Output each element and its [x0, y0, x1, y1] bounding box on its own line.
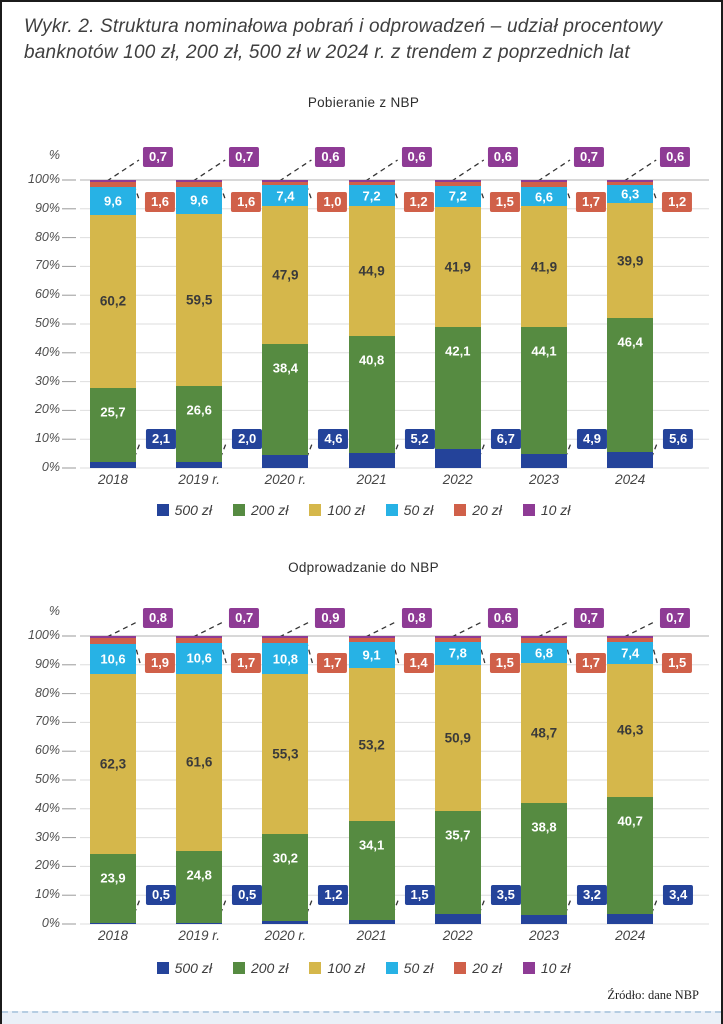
bar-segment-500zł [435, 914, 481, 924]
callout-500zl: 5,2 [405, 429, 435, 449]
bar-segment-200zł [176, 851, 222, 922]
value-label-100: 44,9 [358, 263, 385, 279]
bar-segment-200zł [349, 821, 395, 919]
value-label-100: 48,7 [530, 725, 558, 741]
value-label-100: 55,3 [272, 746, 299, 762]
y-tick-label: 90% [34, 200, 60, 215]
callout-500zl: 4,6 [318, 429, 348, 449]
bar-segment-20zł [435, 638, 481, 642]
value-label-100: 41,9 [530, 259, 558, 275]
value-label-100: 50,9 [444, 730, 471, 746]
y-tick-label: 90% [34, 656, 60, 671]
legend-label: 50 zł [403, 502, 434, 518]
chart1-title: Pobieranie z NBP [307, 95, 420, 110]
bar-segment-10zł [521, 636, 567, 638]
connector-10zl [107, 160, 139, 181]
bar-segment-10zł [176, 180, 222, 182]
callout-20zl: 1,5 [662, 653, 692, 673]
chart-caption: Wykr. 2. Struktura nominałowa pobrań i odprowadzeń – udział procentowy banknotów 100 zł, 200 zł, 500 zł w 2024 r. z trendem z poprzednich lat [24, 16, 663, 64]
bar-segment-20zł [607, 182, 653, 185]
y-tick-label: 30% [34, 373, 60, 388]
callout-20zl: 1,5 [490, 653, 520, 673]
callout-10zl: 0,6 [660, 147, 690, 167]
bar-segment-500zł [262, 455, 308, 468]
connector-10zl [107, 621, 139, 637]
callout-500zl: 6,7 [491, 429, 521, 449]
callout-20zl: 1,6 [231, 192, 261, 212]
value-label-100: 59,5 [186, 292, 213, 308]
callout-20zl: 1,7 [317, 653, 347, 673]
bar-segment-200zł [90, 854, 136, 923]
callout-20zl: 1,4 [404, 653, 434, 673]
y-tick-label: 60% [34, 287, 60, 302]
connector-10zl [366, 621, 398, 637]
value-label-50: 6,3 [621, 186, 640, 202]
bar-segment-20zł [176, 182, 222, 187]
callout-10zl: 0,6 [488, 147, 518, 167]
bar-segment-500zł [262, 921, 308, 924]
bar-segment-10zł [90, 180, 136, 182]
bar-segment-20zł [176, 638, 222, 643]
x-axis-label: 2024 [615, 928, 646, 943]
value-label-200: 38,4 [272, 360, 299, 376]
connector-10zl [279, 621, 311, 637]
x-axis-label: 2022 [442, 472, 473, 487]
connector-10zl [624, 160, 656, 181]
value-label-50: 9,6 [103, 193, 123, 209]
bar-segment-500zł [90, 462, 136, 468]
legend-item [157, 960, 212, 976]
callout-500zl: 3,5 [491, 885, 521, 905]
value-label-200: 35,7 [445, 827, 471, 843]
y-tick-label: 100% [28, 628, 60, 642]
legend-swatch [233, 962, 245, 974]
legend-item [523, 502, 571, 518]
legend-swatch [157, 504, 169, 516]
connector-10zl [452, 160, 484, 181]
callout-10zl: 0,7 [229, 147, 259, 167]
callout-500zl: 4,9 [577, 429, 607, 449]
value-label-50: 10,6 [186, 650, 212, 666]
bar-segment-500zł [349, 920, 395, 924]
bar-segment-10zł [176, 636, 222, 638]
value-label-200: 24,8 [186, 867, 212, 883]
callout-500zl: 0,5 [146, 885, 176, 905]
legend-label: 20 zł [472, 960, 502, 976]
x-axis-label: 2018 [97, 472, 129, 487]
legend-top [2, 502, 723, 518]
legend-swatch [523, 504, 535, 516]
callout-500zl: 1,2 [318, 885, 348, 905]
value-label-100: 39,9 [617, 253, 644, 269]
bar-segment-10zł [521, 180, 567, 182]
page-break-line [2, 1011, 721, 1024]
y-tick-label: 70% [34, 258, 60, 273]
legend-item [386, 960, 434, 976]
value-label-200: 46,4 [617, 334, 643, 350]
bar-segment-20zł [90, 638, 136, 643]
bar-segment-500zł [607, 914, 653, 924]
value-label-100: 46,3 [617, 722, 644, 738]
y-tick-label: 60% [34, 743, 60, 758]
y-tick-label: 40% [34, 800, 60, 815]
source-note: Źródło: dane NBP [607, 988, 699, 1002]
y-tick-label: 10% [34, 887, 60, 902]
value-label-50: 7,8 [448, 645, 467, 661]
bar-segment-10zł [90, 636, 136, 638]
bar-segment-500zł [90, 923, 136, 924]
callout-10zl: 0,6 [488, 608, 518, 628]
bar-segment-200zł [435, 811, 481, 914]
legend-item [454, 502, 502, 518]
bar-segment-20zł [90, 182, 136, 187]
callout-20zl: 1,7 [576, 192, 606, 212]
bar-segment-20zł [262, 638, 308, 643]
value-label-100: 62,3 [99, 756, 127, 772]
bar-segment-10zł [435, 636, 481, 638]
callout-20zl: 1,0 [317, 192, 347, 212]
legend-swatch [386, 962, 398, 974]
legend-swatch [386, 504, 398, 516]
bar-segment-10zł [435, 180, 481, 182]
callout-20zl: 1,2 [662, 192, 692, 212]
x-axis-label: 2018 [97, 928, 129, 943]
y-tick-label: 80% [34, 229, 60, 244]
value-label-100: 61,6 [186, 754, 213, 770]
connector-10zl [193, 621, 225, 637]
value-label-50: 7,4 [621, 645, 640, 661]
callout-500zl: 2,1 [146, 429, 176, 449]
value-label-50: 7,2 [362, 188, 381, 204]
y-tick-label: 0% [41, 460, 60, 474]
value-label-50: 6,6 [534, 189, 554, 205]
value-label-200: 44,1 [531, 343, 557, 359]
value-label-200: 34,1 [358, 837, 385, 853]
callout-10zl: 0,7 [143, 147, 173, 167]
legend-swatch [309, 504, 321, 516]
callout-20zl: 1,9 [145, 653, 175, 673]
bar-segment-10zł [262, 636, 308, 639]
bar-segment-20zł [262, 182, 308, 185]
callout-20zl: 1,7 [231, 653, 261, 673]
callout-10zl: 0,7 [229, 608, 259, 628]
x-axis-label: 2024 [615, 472, 646, 487]
legend-item [233, 502, 288, 518]
bar-segment-10zł [349, 180, 395, 182]
bar-segment-20zł [521, 182, 567, 187]
legend-label: 10 zł [540, 502, 571, 518]
bar-segment-20zł [607, 638, 653, 642]
bar-segment-10zł [349, 636, 395, 638]
connector-10zl [624, 621, 656, 637]
callout-10zl: 0,6 [315, 147, 345, 167]
callout-10zl: 0,8 [402, 608, 432, 628]
callout-10zl: 0,7 [574, 147, 604, 167]
legend-label: 20 zł [472, 502, 502, 518]
callout-10zl: 0,6 [402, 147, 432, 167]
value-label-200: 30,2 [272, 850, 299, 866]
legend-swatch [233, 504, 245, 516]
legend-label: 100 zł [327, 960, 365, 976]
callout-10zl: 0,8 [143, 608, 173, 628]
bar-segment-10zł [262, 180, 308, 182]
legend-item [386, 502, 434, 518]
legend-item [454, 960, 502, 976]
legend-label: 10 zł [540, 960, 571, 976]
bar-segment-500zł [607, 452, 653, 468]
value-label-200: 40,7 [617, 813, 643, 829]
value-label-100: 53,2 [358, 737, 385, 753]
connector-10zl [279, 160, 311, 181]
legend-swatch [309, 962, 321, 974]
x-axis-label: 2019 r. [178, 472, 220, 487]
x-axis-label: 2021 [356, 472, 387, 487]
callout-20zl: 1,6 [145, 192, 175, 212]
value-label-50: 9,6 [190, 192, 209, 208]
value-label-200: 42,1 [445, 343, 471, 359]
x-axis-label: 2020 r. [264, 928, 307, 943]
value-label-200: 26,6 [186, 402, 212, 418]
connector-10zl [366, 160, 398, 181]
legend-swatch [454, 962, 466, 974]
connector-10zl [452, 621, 484, 637]
callout-500zl: 0,5 [232, 885, 262, 905]
value-label-200: 25,7 [100, 404, 126, 420]
y-tick-label: 100% [28, 172, 60, 186]
value-label-200: 40,8 [358, 352, 385, 368]
bar-segment-10zł [607, 636, 653, 638]
callout-500zl: 1,5 [405, 885, 435, 905]
x-axis-label: 2019 r. [178, 928, 220, 943]
y-tick-label: 70% [34, 714, 60, 729]
connector-10zl [538, 160, 570, 181]
bar-segment-20zł [435, 182, 481, 186]
legend-label: 200 zł [250, 502, 289, 518]
value-label-50: 6,8 [534, 645, 554, 661]
bar-segment-500zł [176, 923, 222, 924]
y-tick-label: 50% [34, 316, 60, 330]
bar-segment-200zł [90, 388, 136, 462]
y-tick-label: 50% [34, 772, 60, 786]
legend-label: 500 zł [174, 502, 212, 518]
y-tick-label: 40% [34, 344, 60, 359]
legend-label: 50 zł [403, 960, 434, 976]
bar-segment-200zł [262, 834, 308, 921]
y-tick-label: 30% [34, 829, 60, 844]
x-axis-label: 2021 [356, 928, 387, 943]
callout-500zl: 2,0 [232, 429, 262, 449]
callout-500zl: 3,2 [577, 885, 607, 905]
value-label-200: 23,9 [100, 870, 126, 886]
legend-label: 200 zł [250, 960, 289, 976]
value-label-100: 60,2 [99, 293, 127, 309]
x-axis-label: 2022 [442, 928, 473, 943]
chart2-title: Odprowadzanie do NBP [288, 560, 439, 575]
bar-segment-20zł [349, 182, 395, 185]
value-label-50: 7,4 [276, 188, 295, 204]
y-tick-label: 0% [41, 916, 60, 930]
x-axis-label: 2020 r. [264, 472, 307, 487]
connector-10zl [538, 621, 570, 637]
legend-item [523, 960, 571, 976]
callout-10zl: 0,9 [315, 608, 345, 628]
y-tick-label: 10% [34, 431, 60, 446]
value-label-200: 38,8 [531, 819, 557, 835]
bar-segment-500zł [349, 453, 395, 468]
value-label-50: 10,6 [100, 651, 126, 667]
legend-item [233, 960, 288, 976]
bar-segment-20zł [521, 638, 567, 643]
legend-item [157, 502, 212, 518]
bar-segment-500zł [435, 449, 481, 468]
callout-500zl: 3,4 [663, 885, 693, 905]
legend-swatch [454, 504, 466, 516]
connector-10zl [193, 160, 225, 181]
legend-swatch [157, 962, 169, 974]
y-tick-label: 20% [34, 402, 60, 417]
value-label-100: 47,9 [272, 267, 299, 283]
value-label-100: 41,9 [444, 259, 471, 275]
y-axis-unit-label: % [48, 604, 60, 618]
callout-20zl: 1,2 [404, 192, 434, 212]
y-tick-label: 80% [34, 685, 60, 700]
value-label-50: 7,2 [448, 188, 467, 204]
legend-item [309, 502, 364, 518]
bar-segment-20zł [349, 638, 395, 642]
legend-label: 500 zł [174, 960, 212, 976]
value-label-50: 9,1 [362, 647, 381, 663]
y-tick-label: 20% [34, 858, 60, 873]
callout-500zl: 5,6 [663, 429, 693, 449]
value-label-50: 10,8 [272, 651, 299, 667]
legend-item [309, 960, 364, 976]
legend-label: 100 zł [327, 502, 365, 518]
bar-segment-10zł [607, 180, 653, 182]
callout-20zl: 1,7 [576, 653, 606, 673]
callout-10zl: 0,7 [660, 608, 690, 628]
callout-10zl: 0,7 [574, 608, 604, 628]
bar-segment-500zł [521, 454, 567, 468]
bar-segment-500zł [521, 915, 567, 924]
bar-segment-500zł [176, 462, 222, 468]
x-axis-label: 2023 [528, 928, 560, 943]
x-axis-label: 2023 [528, 472, 560, 487]
y-axis-unit-label: % [48, 148, 60, 162]
legend-bottom [2, 960, 723, 976]
callout-20zl: 1,5 [490, 192, 520, 212]
bar-segment-200zł [176, 386, 222, 463]
legend-swatch [523, 962, 535, 974]
